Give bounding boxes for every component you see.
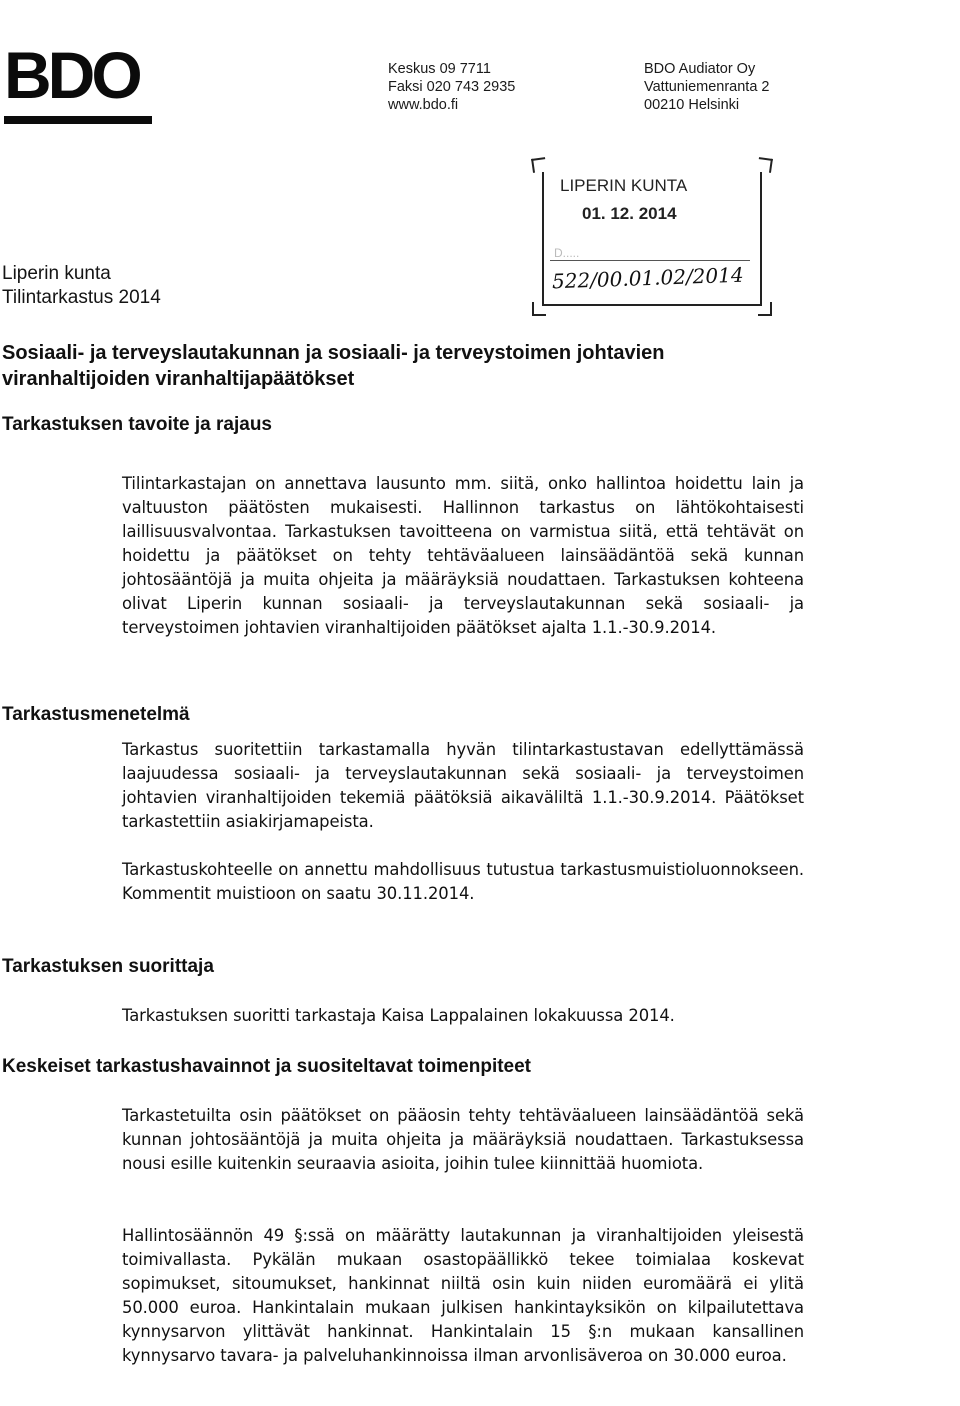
bdo-logo: BDO (4, 38, 139, 112)
findings-paragraph-2: Hallintosäännön 49 §:ssä on määrätty lautakunnan ja viranhaltijoiden yleisestä toimivallasta. Pykälän mukaan osastopäällikkö tekee toimialaa koskevat sopimukset, sitoumukset, hankinnat niiltä osin kuin niiden euromäärä ei ylitä 50.000 euroa. Hankintalain mukaan julkisen hankintayksikön on kilpailutettava kynnysarvon ylittävät hankinnat. Hankintalain 15 §:n mukaan kansallinen kynnysarvo tavara- ja palveluhankinnoissa ilman arvonlisäveroa on 30.000 euroa. (122, 1226, 804, 1365)
stamp-field: D..... (554, 246, 580, 260)
doc-title: Sosiaali- ja terveyslautakunnan ja sosiaali- ja terveystoimen johtavien viranhaltijoiden viranhaltijapäätökset (2, 342, 665, 390)
method-paragraph-1: Tarkastus suoritettiin tarkastamalla hyvän tilintarkastustavan edellyttämässä laajuudessa sosiaali- ja terveyslautakunnan sekä sosiaali- ja terveystoimen johtavien viranhaltijoiden tekemiä päätöksiä aikaväliltä 1.1.-30.9.2014. Päätökset tarkastettiin asiakirjamapeista. (122, 740, 804, 831)
stamp-divider (550, 260, 750, 261)
company-name: BDO Audiator Oy (644, 61, 756, 77)
section-heading-auditor: Tarkastuksen suorittaja (2, 956, 214, 977)
method-paragraph-2: Tarkastuskohteelle on annettu mahdollisuus tutustua tarkastusmuistioluonnokseen. Kommentit muistioon on saatu 30.11.2014. (122, 860, 804, 903)
contact-phone: Keskus 09 7711 (388, 61, 491, 77)
contact-info (388, 60, 515, 114)
received-stamp (532, 158, 772, 316)
section-heading-findings: Keskeiset tarkastushavainnot ja suositeltavat toimenpiteet (2, 1056, 532, 1077)
stamp-date: 01. 12. 2014 (582, 204, 677, 223)
contact-web: www.bdo.fi (388, 97, 459, 113)
company-postal: 00210 Helsinki (644, 97, 740, 113)
contact-fax: Faksi 020 743 2935 (388, 79, 516, 95)
logo-underline (4, 116, 152, 124)
findings-paragraph-1: Tarkastetuilta osin päätökset on pääosin tehty tehtäväalueen lainsäädäntöä sekä kunnan johtosääntöjä ja muita ohjeita ja määräyksiä noudattaen. Tarkastuksessa nousi esille kuitenkin seuraavia asioita, joihin tulee kiinnittää huomiota. (122, 1106, 804, 1173)
section-heading-method: Tarkastusmenetelmä (2, 704, 190, 725)
auditor-paragraph: Tarkastuksen suoritti tarkastaja Kaisa Lappalainen lokakuussa 2014. (122, 1006, 675, 1025)
stamp-corner-tl (531, 157, 547, 173)
org-name: Liperin kunta (2, 263, 111, 284)
company-street: Vattuniemenranta 2 (644, 79, 770, 95)
section-heading-goal: Tarkastuksen tavoite ja rajaus (2, 414, 272, 435)
stamp-org: LIPERIN KUNTA (560, 176, 688, 195)
doc-subject: Tilintarkastus 2014 (2, 287, 161, 308)
stamp-handwritten-ref: 522/00.01.02/2014 (551, 262, 744, 294)
company-address (644, 60, 769, 114)
goal-paragraph: Tilintarkastajan on annettava lausunto mm. siitä, onko hallintoa hoidettu lain ja valtuuston päätösten mukaisesti. Hallinnon tarkastus on lähtökohtaisesti laillisuusvalvontaa. Tarkastuksen tavoitteena on varmistua siitä, että tehtävät on hoidettu ja päätökset on tehty tehtäväalueen lainsäädäntöä sekä kunnan johtosääntöjä ja muita ohjeita ja määräyksiä noudattaen. Tarkastuksen kohteena olivat Liperin kunnan sosiaali- ja terveyslautakunnan sekä sosiaali- ja terveystoimen johtavien viranhaltijoiden päätökset ajalta 1.1.-30.9.2014. (122, 474, 804, 637)
stamp-corner-tr (757, 157, 773, 173)
